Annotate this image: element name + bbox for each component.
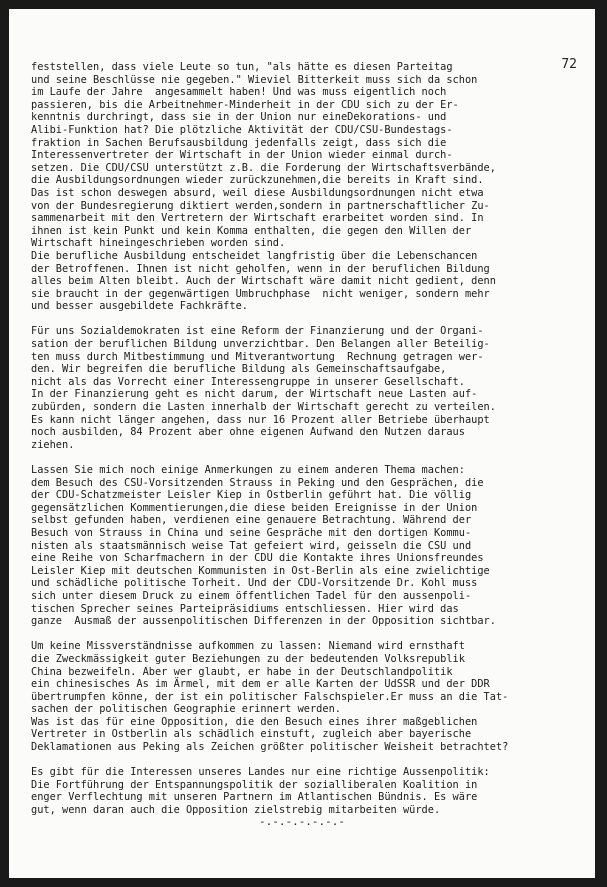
text-line: von der Bundesregierung diktiert werden,sondern in partnerschaftlicher Zu- <box>31 199 490 212</box>
text-line: Leisler Kiep mit deutschen Kommunisten in Ost-Berlin als eine zwielichtige <box>31 564 490 577</box>
text-line: Alibi-Funktion hat? Die plötzliche Aktivität der CDU/CSU-Bundestags- <box>31 123 453 136</box>
text-line: In der Finanzierung geht es nicht darum, der Wirtschaft neue Lasten auf- <box>31 388 478 401</box>
text-line: enger Verflechtung mit unseren Partnern im Atlantischen Bündnis. Es wäre <box>31 791 478 804</box>
text-line: kenntnis durchringt, dass sie in der Union nur eineDekorations- und <box>31 111 447 124</box>
text-line: Die Fortführung der Entspannungspolitik der sozialliberalen Koalition in <box>31 778 478 791</box>
text-line: gegensätzlichen Kommentierungen,die diese beiden Ereignisse in der Union <box>31 501 478 514</box>
text-line: eine Reihe von Scharfmachern in der CDU die Kontakte ihres Unionsfreundes <box>31 552 484 565</box>
text-line: Wirtschaft hineingeschrieben worden sind. <box>31 237 286 250</box>
text-line: und besser ausgebildete Fachkräfte. <box>31 300 248 313</box>
text-line: sich unter diesem Druck zu einem öffentlichen Tadel für den aussenpoli- <box>31 589 472 602</box>
body-text <box>31 61 586 829</box>
paragraph <box>31 61 586 313</box>
text-line: die Zweckmässigkeit guter Beziehungen zu der bedeutenden Volksrepublik <box>31 652 465 665</box>
text-line: die Ausbildungsordnungen wieder zurückzunehmen,die bereits in Kraft sind. <box>31 174 484 187</box>
section-separator: -.-.-.-.-.-.- <box>258 815 346 828</box>
text-line: Interessenvertreter der Wirtschaft in der Union wieder einmal durch- <box>31 149 453 162</box>
text-line: Vertreter in Ostberlin als schädlich einstuft, zugleich aber bayerische <box>31 728 472 741</box>
text-line: der Betroffenen. Ihnen ist nicht geholfen, wenn in der beruflichen Bildung <box>31 262 490 275</box>
text-line: den. Wir begreifen die berufliche Bildung als Gemeinschaftsaufgabe, <box>31 363 447 376</box>
page-number: 72 <box>561 57 577 72</box>
text-line: Es gibt für die Interessen unseres Landes nur eine richtige Aussenpolitik: <box>31 766 490 779</box>
paragraph <box>31 640 586 753</box>
text-line: noch ausbilden, 84 Prozent aber ohne eigenen Aufwand den Nutzen daraus <box>31 426 465 439</box>
text-line: sie braucht in der gegenwärtigen Umbruchphase nicht weniger, sondern mehr <box>31 287 490 300</box>
text-line: und schädliche politische Torheit. Und der CDU-Vorsitzende Dr. Kohl muss <box>31 577 478 590</box>
text-line: tischen Sprecher seines Parteipräsidiums entschliessen. Hier wird das <box>31 602 459 615</box>
text-line: ziehen. <box>31 438 75 451</box>
text-line: alles beim Alten bleibt. Auch der Wirtschaft wäre damit nicht gedient, denn <box>31 275 496 288</box>
text-line: China bezweifeln. Aber wer glaubt, er habe in der Deutschlandpolitik <box>31 665 453 678</box>
text-line: feststellen, dass viele Leute so tun, "als hätte es diesen Parteitag <box>31 61 453 73</box>
text-line: der CDU-Schatzmeister Leisler Kiep in Ostberlin geführt hat. Die völlig <box>31 489 472 502</box>
document-page <box>9 9 595 878</box>
paragraph <box>31 464 586 628</box>
text-line: Lassen Sie mich noch einige Anmerkungen zu einem anderen Thema machen: <box>31 464 465 476</box>
text-line: zubürden, sondern die Lasten innerhalb der Wirtschaft gerecht zu verteilen. <box>31 401 496 414</box>
text-line: sation der beruflichen Bildung unverzichtbar. Den Belangen aller Beteilig- <box>31 338 490 351</box>
text-line: Deklamationen aus Peking als Zeichen größter politischer Weisheit betrachtet? <box>31 741 509 754</box>
text-line: gut, wenn daran auch die Opposition zielstrebig mitarbeiten würde. <box>31 804 441 817</box>
text-line: Es kann nicht länger angehen, dass nur 16 Prozent aller Betriebe überhaupt <box>31 413 490 426</box>
text-line: Was ist das für eine Opposition, die den Besuch eines ihrer maßgeblichen <box>31 715 478 728</box>
text-line: ten muss durch Mitbestimmung und Mitverantwortung Rechnung getragen wer- <box>31 350 484 363</box>
text-line: selbst gefunden haben, verdienen eine genauere Betrachtung. Während der <box>31 514 472 527</box>
text-line: nicht als das Vorrecht einer Interessengruppe in unserer Gesellschaft. <box>31 375 465 388</box>
text-line: ihnen ist kein Punkt und kein Komma enthalten, die gegen den Willen der <box>31 224 472 237</box>
text-line: Für uns Sozialdemokraten ist eine Reform der Finanzierung und der Organi- <box>31 325 484 338</box>
paragraph <box>31 766 586 816</box>
text-line: ein chinesisches As im Ärmel, mit dem er alle Karten der UdSSR und der DDR <box>31 678 490 691</box>
text-line: setzen. Die CDU/CSU unterstützt z.B. die Forderung der Wirtschaftsverbände, <box>31 161 496 174</box>
text-line: fraktion in Sachen Berufsausbildung jedenfalls zeigt, dass sich die <box>31 136 447 149</box>
text-line: dem Besuch des CSU-Vorsitzenden Strauss in Peking und den Gesprächen, die <box>31 476 484 489</box>
text-line: Die berufliche Ausbildung entscheidet langfristig über die Lebenschancen <box>31 249 478 262</box>
text-line: Um keine Missverständnisse aufkommen zu lassen: Niemand wird ernsthaft <box>31 640 465 653</box>
text-line: übertrumpfen könne, der ist ein politischer Falschspieler.Er muss an die Tat- <box>31 690 509 703</box>
text-line: ganze Ausmaß der aussenpolitischen Differenzen in der Opposition sichtbar. <box>31 615 496 628</box>
text-line: nisten als staatsmännisch weise Tat gefeiert wird, geisseln die CSU und <box>31 539 472 552</box>
text-line: sammenarbeit mit den Vertretern der Wirtschaft erarbeitet worden sind. In <box>31 212 484 225</box>
text-line: im Laufe der Jahre angesammelt haben! Und was muss eigentlich noch <box>31 86 447 99</box>
text-line: und seine Beschlüsse nie gegeben." Wieviel Bitterkeit muss sich da schon <box>31 73 478 86</box>
text-line: Besuch von Strauss in China und seine Gespräche mit den dortigen Kommu- <box>31 526 472 539</box>
text-line: passieren, bis die Arbeitnehmer-Minderheit in der CDU sich zu der Er- <box>31 98 459 111</box>
text-line: Das ist schon deswegen absurd, weil diese Ausbildungsordnungen nicht etwa <box>31 186 484 199</box>
paragraph <box>31 325 586 451</box>
text-line: sachen der politischen Geographie erinnert werden. <box>31 703 341 716</box>
